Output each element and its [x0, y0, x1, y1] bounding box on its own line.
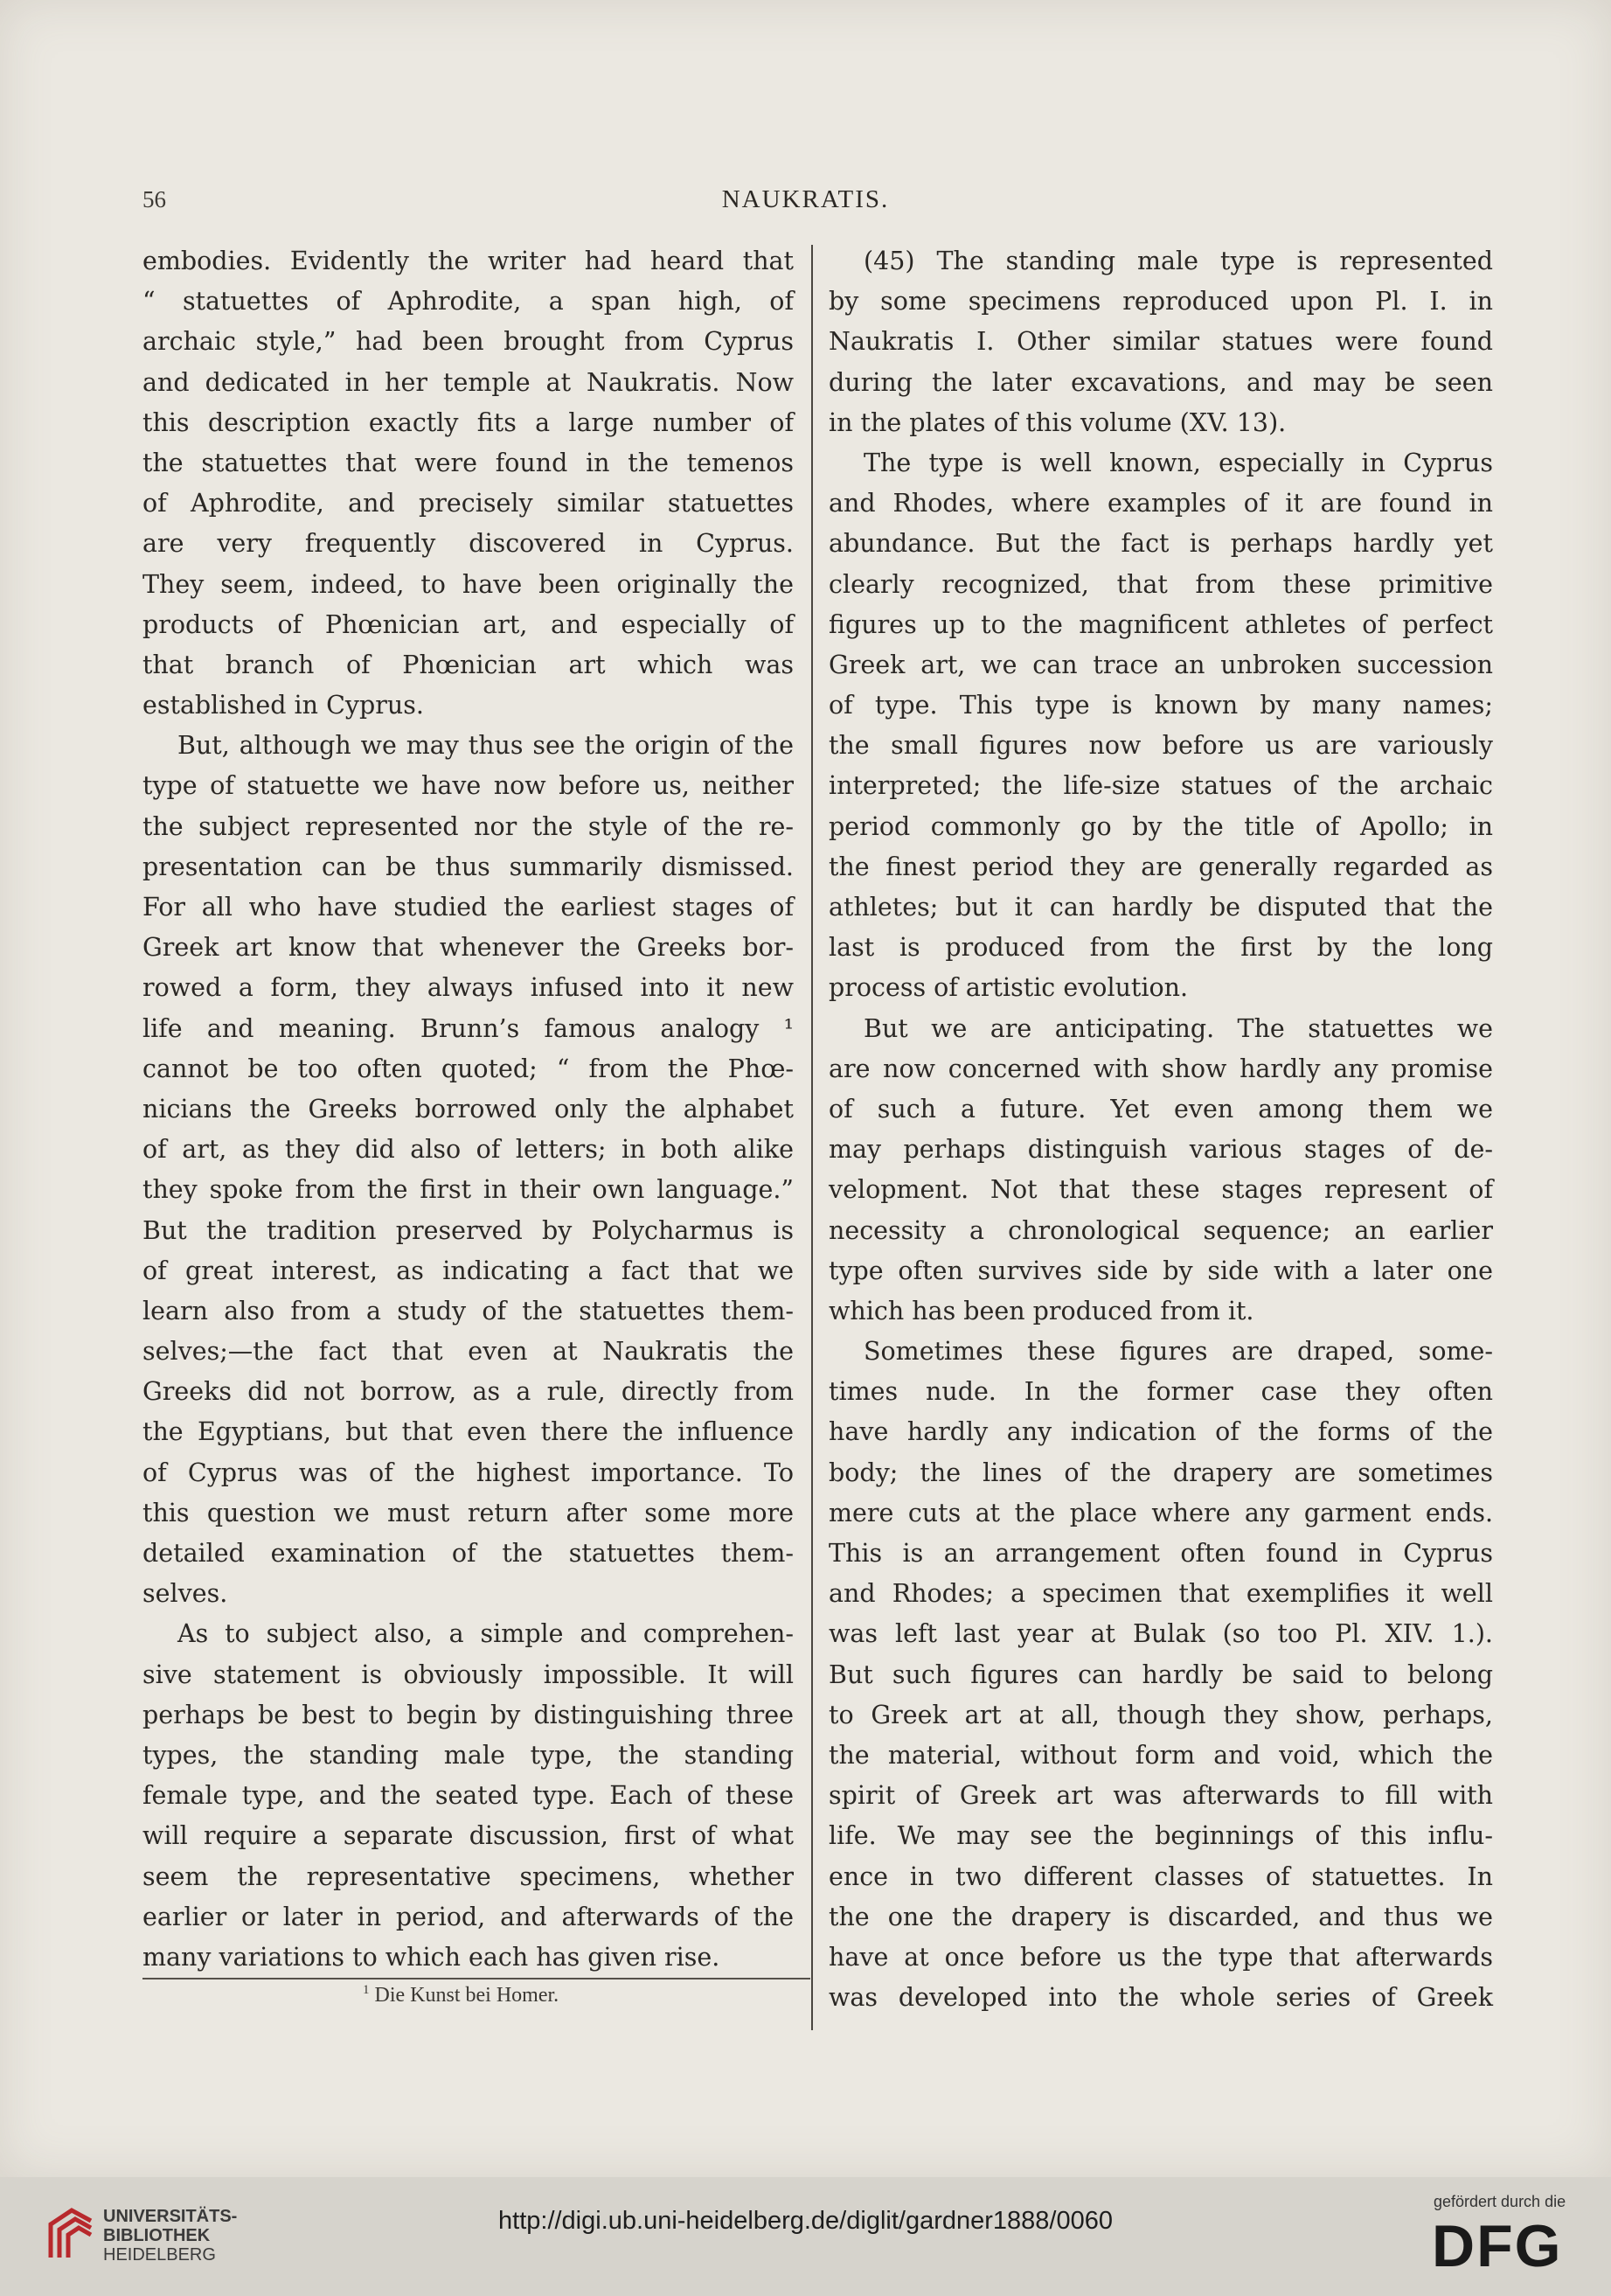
text-line: selves. [142, 1579, 228, 1609]
text-line: the Egyptians, but that even there the influence [142, 1417, 794, 1447]
text-line: Greek art, we can trace an unbroken succession [829, 650, 1493, 679]
text-line: This is an arrangement often found in Cyprus [829, 1539, 1493, 1568]
text-line: Greeks did not borrow, as a rule, directly from [142, 1377, 794, 1407]
funding-caption: gefördert durch die [1434, 2193, 1566, 2210]
footnote-marker: 1 [363, 1983, 370, 1997]
text-line: seem the representative specimens, whether [142, 1861, 794, 1891]
text-line: earlier or later in period, and afterwards of the [142, 1902, 794, 1931]
text-line: types, the standing male type, the standing [142, 1740, 794, 1770]
text-line: perhaps be best to begin by distinguishing three [142, 1700, 794, 1729]
text-line: cannot be too often quoted; “ from the Phœ- [142, 1054, 794, 1083]
text-line: of great interest, as indicating a fact that we [142, 1256, 794, 1285]
text-line: which has been produced from it. [829, 1296, 1254, 1325]
text-line: For all who have studied the earliest stages of [142, 893, 794, 922]
page-number: 56 [142, 186, 166, 212]
text-line: and dedicated in her temple at Naukratis. Now [142, 367, 794, 397]
text-line: the subject represented nor the style of the re- [142, 811, 794, 841]
text-line: last is produced from the first by the long [829, 933, 1493, 963]
text-line: the material, without form and void, which the [829, 1740, 1493, 1770]
text-line: life and meaning. Brunn’s famous analogy ¹ [142, 1013, 794, 1043]
text-line: spirit of Greek art was afterwards to fill with [829, 1781, 1493, 1811]
text-line: They seem, indeed, to have been originally the [142, 569, 794, 599]
footnote-rule [142, 1978, 810, 1979]
text-line: this description exactly fits a large number of [142, 407, 794, 437]
text-line: female type, and the seated type. Each of these [142, 1781, 794, 1811]
text-line: of type. This type is known by many names; [829, 691, 1493, 720]
text-line: of Cyprus was of the highest importance. To [142, 1458, 794, 1487]
text-line: process of artistic evolution. [829, 973, 1189, 1003]
text-line: may perhaps distinguish various stages of de- [829, 1135, 1493, 1165]
right-text-column [829, 241, 1493, 2018]
text-line: But the tradition preserved by Polycharmus is [142, 1215, 794, 1245]
text-line: the one the drapery is discarded, and thus we [829, 1902, 1493, 1931]
text-line: during the later excavations, and may be seen [829, 367, 1493, 397]
text-line: type of statuette we have now before us, neither [142, 771, 794, 801]
text-line: Naukratis I. Other similar statues were found [829, 327, 1493, 357]
text-line: by some specimens reproduced upon Pl. I. in [829, 287, 1493, 317]
text-line: body; the lines of the drapery are sometimes [829, 1458, 1493, 1487]
text-line: The type is well known, especially in Cyprus [864, 448, 1493, 477]
text-line: will require a separate discussion, first of what [142, 1821, 794, 1851]
text-line: abundance. But the fact is perhaps hardly yet [829, 529, 1493, 559]
footnote-text: Die Kunst bei Homer. [374, 1984, 559, 2007]
dfg-logo: DFG [1432, 2213, 1563, 2279]
text-line: presentation can be thus summarily dismissed. [142, 852, 794, 881]
text-line: figures up to the magnificent athletes of perfect [829, 609, 1493, 639]
running-title: NAUKRATIS. [721, 185, 890, 213]
text-line: to Greek art at all, though they show, perhaps, [829, 1700, 1493, 1729]
text-line: this question we must return after some more [142, 1498, 794, 1527]
library-name-line3: HEIDELBERG [103, 2245, 216, 2265]
footnote [363, 1983, 559, 2007]
text-line: ence in two different classes of statuettes. In [829, 1861, 1493, 1891]
text-line: detailed examination of the statuettes them- [142, 1539, 794, 1568]
text-line: was left last year at Bulak (so too Pl. XIV. 1.). [829, 1619, 1493, 1649]
text-line: the finest period they are generally regarded as [829, 852, 1493, 881]
text-line: that branch of Phœnician art which was [142, 650, 794, 679]
text-line: But such figures can hardly be said to belong [829, 1659, 1493, 1689]
text-line: learn also from a study of the statuettes them- [142, 1296, 794, 1325]
text-line: and Rhodes; a specimen that exemplifies it well [829, 1579, 1493, 1609]
text-line: type often survives side by side with a later one [829, 1256, 1493, 1285]
text-line: they spoke from the first in their own language.” [142, 1175, 794, 1205]
text-line: many variations to which each has given rise. [142, 1942, 720, 1972]
text-line: necessity a chronological sequence; an earlier [829, 1215, 1493, 1245]
library-name-line2: BIBLIOTHEK [103, 2226, 211, 2245]
text-line: products of Phœnician art, and especially of [142, 609, 794, 639]
text-line: interpreted; the life-size statues of the archaic [829, 771, 1493, 801]
text-line: (45) The standing male type is represented [864, 247, 1493, 275]
text-line: of art, as they did also of letters; in both alike [142, 1135, 794, 1165]
text-line: selves;—the fact that even at Naukratis the [142, 1337, 794, 1367]
text-line: times nude. In the former case they often [829, 1377, 1493, 1407]
text-line: in the plates of this volume (XV. 13). [829, 407, 1287, 437]
text-line: of such a future. Yet even among them we [829, 1094, 1493, 1124]
text-line: As to subject also, a simple and comprehen- [177, 1619, 794, 1649]
text-line: embodies. Evidently the writer had heard that [142, 247, 794, 275]
viewer-footer [0, 2177, 1611, 2296]
text-line: nicians the Greeks borrowed only the alphabet [142, 1094, 794, 1124]
text-line: the statuettes that were found in the temenos [142, 448, 794, 477]
text-line: archaic style,” had been brought from Cyprus [142, 327, 794, 357]
text-line: was developed into the whole series of Greek [829, 1983, 1493, 2013]
text-line: life. We may see the beginnings of this influ- [829, 1821, 1493, 1851]
text-line: But, although we may thus see the origin of the [177, 731, 794, 761]
library-name-line1: UNIVERSITÄTS- [103, 2207, 238, 2226]
left-text-column [142, 241, 794, 1978]
text-line: sive statement is obviously impossible. It will [142, 1659, 794, 1689]
text-line: rowed a form, they always infused into it new [142, 973, 794, 1003]
text-line: are very frequently discovered in Cyprus. [142, 529, 794, 559]
text-line: clearly recognized, that from these primitive [829, 569, 1493, 599]
text-line: and Rhodes, where examples of it are found in [829, 489, 1493, 518]
column-divider [811, 245, 813, 2030]
source-url-link[interactable]: http://digi.ub.uni-heidelberg.de/diglit/gardner1888/0060 [498, 2207, 1113, 2235]
text-line: period commonly go by the title of Apollo; in [829, 811, 1493, 841]
text-line: Greek art know that whenever the Greeks bor- [142, 933, 794, 963]
text-line: But we are anticipating. The statuettes we [864, 1013, 1493, 1043]
text-line: velopment. Not that these stages represent of [829, 1175, 1493, 1205]
text-line: established in Cyprus. [142, 691, 424, 720]
text-line: mere cuts at the place where any garment ends. [829, 1498, 1493, 1527]
text-line: Sometimes these figures are draped, some- [864, 1337, 1493, 1367]
text-line: athletes; but it can hardly be disputed that the [829, 893, 1493, 922]
text-line: have hardly any indication of the forms of the [829, 1417, 1493, 1447]
text-line: the small figures now before us are variously [829, 731, 1493, 761]
text-line: of Aphrodite, and precisely similar statuettes [142, 489, 794, 518]
text-line: are now concerned with show hardly any promise [829, 1054, 1493, 1083]
text-line: have at once before us the type that afterwards [829, 1942, 1493, 1972]
text-line: “ statuettes of Aphrodite, a span high, of [142, 287, 794, 317]
